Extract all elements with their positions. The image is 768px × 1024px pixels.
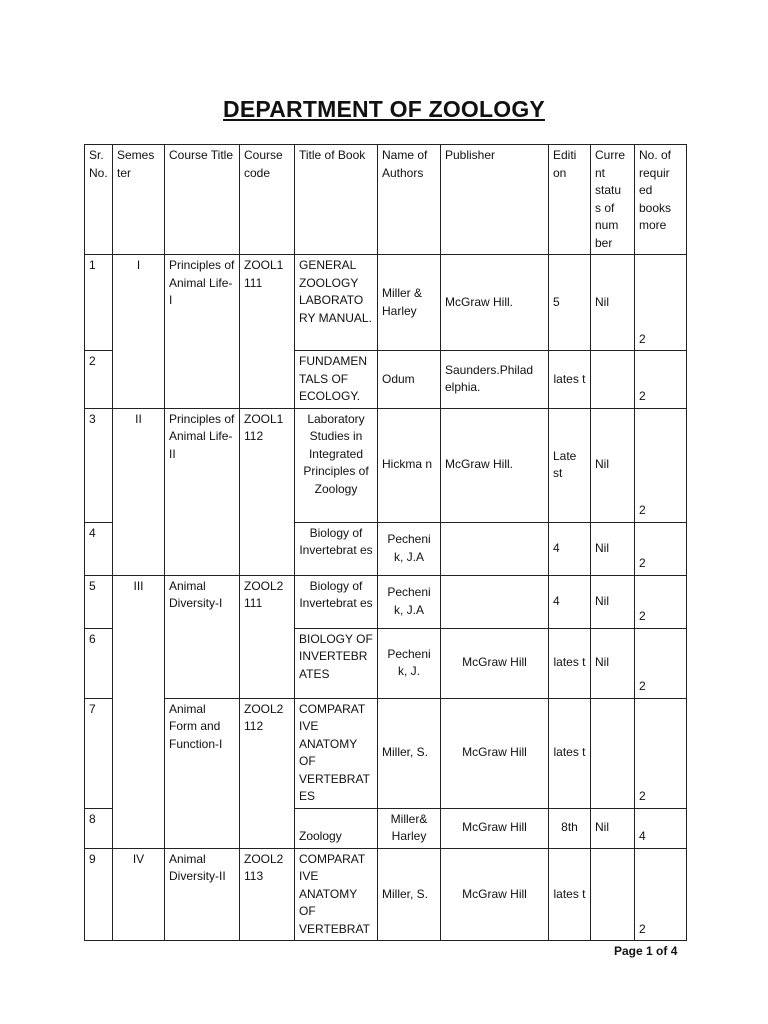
publisher-cell: McGraw Hill bbox=[441, 628, 549, 698]
course-title-cell: Principles of Animal Life-I bbox=[165, 255, 240, 409]
edition-cell: 5 bbox=[549, 255, 591, 351]
header-status: Curre nt statu s of num ber bbox=[591, 145, 635, 255]
semester-cell: I bbox=[113, 255, 165, 409]
semester-cell: IV bbox=[113, 848, 165, 941]
header-course-code: Course code bbox=[240, 145, 295, 255]
table-row bbox=[85, 698, 687, 808]
semester-cell: III bbox=[113, 575, 165, 848]
sr-cell: 2 bbox=[85, 351, 113, 409]
course-code-cell: ZOOL1 111 bbox=[240, 255, 295, 409]
table-row bbox=[85, 255, 687, 351]
authors-cell: Miller, S. bbox=[378, 848, 441, 941]
header-row bbox=[85, 145, 687, 255]
book-title-cell: FUNDAMEN TALS OF ECOLOGY. bbox=[295, 351, 378, 409]
header-semester: Semes ter bbox=[113, 145, 165, 255]
header-sr: Sr. No. bbox=[85, 145, 113, 255]
publisher-cell bbox=[441, 575, 549, 628]
header-edition: Editi on bbox=[549, 145, 591, 255]
sr-cell: 6 bbox=[85, 628, 113, 698]
course-code-cell: ZOOL2 113 bbox=[240, 848, 295, 941]
sr-cell: 1 bbox=[85, 255, 113, 351]
status-cell bbox=[591, 698, 635, 808]
status-cell: Nil bbox=[591, 408, 635, 522]
authors-cell: Pecheni k, J. bbox=[378, 628, 441, 698]
edition-cell: 4 bbox=[549, 522, 591, 575]
book-title-cell: Biology of Invertebrat es bbox=[295, 575, 378, 628]
book-title-cell: Laboratory Studies in Integrated Principles of Zoology bbox=[295, 408, 378, 522]
authors-cell: Odum bbox=[378, 351, 441, 409]
course-title-cell: Principles of Animal Life-II bbox=[165, 408, 240, 575]
book-title-cell: COMPARAT IVE ANATOMY OF VERTEBRAT bbox=[295, 848, 378, 941]
required-cell: 4 bbox=[635, 808, 687, 848]
required-cell: 2 bbox=[635, 628, 687, 698]
required-cell: 2 bbox=[635, 848, 687, 941]
edition-cell: lates t bbox=[549, 628, 591, 698]
status-cell: Nil bbox=[591, 808, 635, 848]
course-title-cell: Animal Diversity-I bbox=[165, 575, 240, 698]
authors-cell: Pecheni k, J.A bbox=[378, 522, 441, 575]
sr-cell: 7 bbox=[85, 698, 113, 808]
table-row bbox=[85, 575, 687, 628]
publisher-cell: McGraw Hill bbox=[441, 698, 549, 808]
course-code-cell: ZOOL1 112 bbox=[240, 408, 295, 575]
page-number bbox=[614, 944, 677, 958]
edition-cell: 4 bbox=[549, 575, 591, 628]
book-title-cell: BIOLOGY OF INVERTEBR ATES bbox=[295, 628, 378, 698]
header-required: No. of requir ed books more bbox=[635, 145, 687, 255]
book-title-cell: Biology of Invertebrat es bbox=[295, 522, 378, 575]
authors-cell: Miller& Harley bbox=[378, 808, 441, 848]
status-cell: Nil bbox=[591, 575, 635, 628]
header-course-title: Course Title bbox=[165, 145, 240, 255]
sr-cell: 3 bbox=[85, 408, 113, 522]
table-row bbox=[85, 848, 687, 941]
edition-cell: lates t bbox=[549, 848, 591, 941]
book-title-cell: COMPARAT IVE ANATOMY OF VERTEBRAT ES bbox=[295, 698, 378, 808]
book-title-cell: GENERAL ZOOLOGY LABORATO RY MANUAL. bbox=[295, 255, 378, 351]
status-cell: Nil bbox=[591, 522, 635, 575]
publisher-cell: McGraw Hill bbox=[441, 848, 549, 941]
authors-cell: Miller, S. bbox=[378, 698, 441, 808]
course-title-cell: Animal Diversity-II bbox=[165, 848, 240, 941]
publisher-cell: McGraw Hill. bbox=[441, 408, 549, 522]
page-label: Page bbox=[614, 944, 647, 958]
header-publisher: Publisher bbox=[441, 145, 549, 255]
course-code-cell: ZOOL2 112 bbox=[240, 698, 295, 848]
publisher-cell: Saunders.Philad elphia. bbox=[441, 351, 549, 409]
book-title-cell: Zoology bbox=[295, 808, 378, 848]
edition-cell: 8th bbox=[549, 808, 591, 848]
publisher-cell bbox=[441, 522, 549, 575]
sr-cell: 9 bbox=[85, 848, 113, 941]
course-code-cell: ZOOL2 111 bbox=[240, 575, 295, 698]
sr-cell: 4 bbox=[85, 522, 113, 575]
required-cell: 2 bbox=[635, 351, 687, 409]
status-cell bbox=[591, 351, 635, 409]
authors-cell: Miller & Harley bbox=[378, 255, 441, 351]
required-cell: 2 bbox=[635, 522, 687, 575]
publisher-cell: McGraw Hill bbox=[441, 808, 549, 848]
required-cell: 2 bbox=[635, 698, 687, 808]
header-authors: Name of Authors bbox=[378, 145, 441, 255]
status-cell bbox=[591, 848, 635, 941]
status-cell: Nil bbox=[591, 255, 635, 351]
required-cell: 2 bbox=[635, 408, 687, 522]
sr-cell: 8 bbox=[85, 808, 113, 848]
page-of: of bbox=[652, 944, 671, 958]
edition-cell: lates t bbox=[549, 351, 591, 409]
publisher-cell: McGraw Hill. bbox=[441, 255, 549, 351]
header-book-title: Title of Book bbox=[295, 145, 378, 255]
books-table bbox=[84, 144, 687, 941]
edition-cell: lates t bbox=[549, 698, 591, 808]
authors-cell: Hickma n bbox=[378, 408, 441, 522]
document-title: DEPARTMENT OF ZOOLOGY bbox=[223, 96, 545, 122]
status-cell: Nil bbox=[591, 628, 635, 698]
page-current: 1 bbox=[646, 944, 653, 958]
page-total: 4 bbox=[670, 944, 678, 958]
course-title-cell: Animal Form and Function-I bbox=[165, 698, 240, 848]
sr-cell: 5 bbox=[85, 575, 113, 628]
required-cell: 2 bbox=[635, 255, 687, 351]
required-cell: 2 bbox=[635, 575, 687, 628]
semester-cell: II bbox=[113, 408, 165, 575]
edition-cell: Late st bbox=[549, 408, 591, 522]
table-row bbox=[85, 408, 687, 522]
authors-cell: Pecheni k, J.A bbox=[378, 575, 441, 628]
